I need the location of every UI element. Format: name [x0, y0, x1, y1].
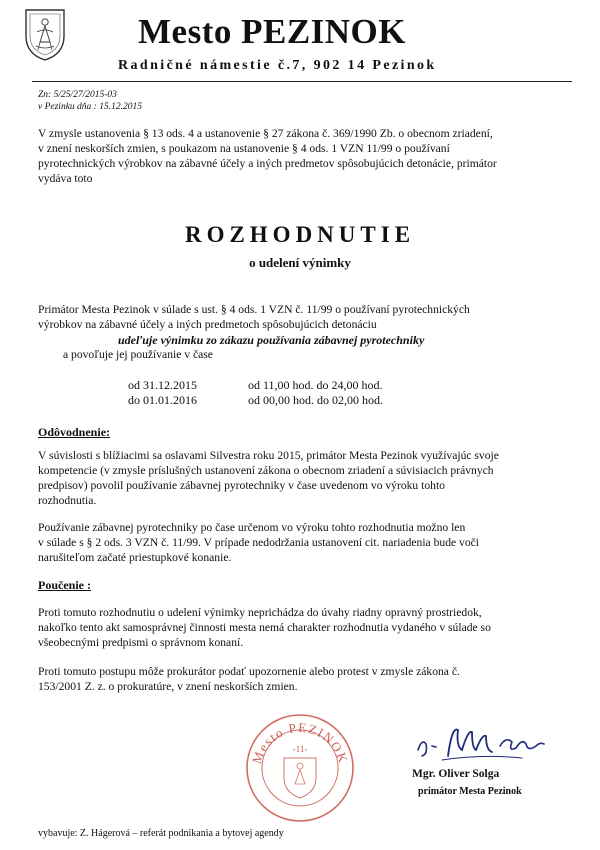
time-date: od 31.12.2015 — [128, 378, 197, 392]
intro-paragraph — [38, 126, 558, 186]
signer-name: Mgr. Oliver Solga — [412, 768, 500, 780]
justification-line: rozhodnutia. — [38, 494, 97, 507]
justification-paragraph — [38, 448, 558, 508]
letterhead-address: Radničné námestie č.7, 902 14 Pezinok — [118, 58, 437, 73]
signer-role: primátor Mesta Pezinok — [418, 786, 522, 797]
grant-tail: a povoľuje jej používanie v čase — [63, 348, 213, 361]
intro-line: pyrotechnických výrobkov na zábavné účely a iných predmetov spôsobujúcich detonácie, primátor — [38, 157, 497, 170]
justification-paragraph — [38, 520, 558, 565]
intro-line: vydáva toto — [38, 172, 93, 185]
instruction-line: všeobecnými predpismi o správnom konaní. — [38, 636, 244, 649]
grant-line: Primátor Mesta Pezinok v súlade s ust. § 4 ods. 1 VZN č. 11/99 o používaní pyrotechnických — [38, 303, 470, 316]
time-hours: od 00,00 hod. do 02,00 hod. — [248, 393, 383, 407]
justification-line: Používanie zábavnej pyrotechniky po čase určenom vo výroku tohto rozhodnutia možno len — [38, 521, 466, 534]
grant-statement: udeľuje výnimku zo zákazu používania zábavnej pyrotechniky — [118, 333, 425, 347]
justification-line: V súvislosti s blížiacimi sa oslavami Silvestra roku 2015, primátor Mesta Pezinok využívajúc svoje — [38, 449, 499, 462]
handwritten-signature — [412, 720, 552, 768]
instruction-line: Proti tomuto rozhodnutiu o udelení výnimky neprichádza do úvahy riadny opravný prostriedok, — [38, 606, 482, 619]
stamp-number: -11- — [292, 744, 308, 754]
instruction-label: Poučenie : — [38, 578, 91, 592]
justification-line: predpisov) povolil používanie zábavnej pyrotechniky v čase uvedenom vo výroku tohto — [38, 479, 445, 492]
grant-line: výrobkov na zábavné účely a iných predmetoch spôsobujúcich detonáciu — [38, 318, 377, 331]
city-coat-of-arms-icon — [22, 6, 68, 62]
instruction-paragraph — [38, 664, 558, 694]
grant-paragraph — [38, 302, 558, 332]
official-stamp — [244, 712, 356, 824]
justification-label: Odôvodnenie: — [38, 425, 111, 439]
instruction-line: nakoľko tento akt samosprávnej činnosti mesta nemá charakter rozhodnutia vydaného v súlade so — [38, 621, 491, 634]
stamp-text: Mesto PEZINOK — [248, 719, 352, 766]
instruction-line: Proti tomuto postupu môže prokurátor podať upozornenie alebo protest v zmysle zákona č. — [38, 665, 460, 678]
justification-line: v súlade s § 2 ods. 3 VZN č. 11/99. V prípade nedodržania ustanovení cit. nariadenia bude voči — [38, 536, 479, 549]
instruction-paragraph — [38, 605, 558, 650]
footer-contact: vybavuje: Z. Hágerová – referát podnikania a bytovej agendy — [38, 828, 284, 839]
decision-heading: ROZHODNUTIE — [184, 222, 416, 247]
justification-line: kompetencie (v zmysle príslušných ustanovení zákona o obecnom zriadení a súvisiacich právnych — [38, 464, 494, 477]
time-date: do 01.01.2016 — [128, 393, 197, 407]
decision-subheading: o udelení výnimky — [249, 255, 351, 270]
intro-line: v znení neskorších zmien, s poukazom na ustanovenie § 4 ods. 1 VZN 11/99 o používaní — [38, 142, 450, 155]
instruction-line: 153/2001 Z. z. o prokuratúre, v znení neskorších zmien. — [38, 680, 298, 693]
justification-line: narušiteľom začaté priestupkové konanie. — [38, 551, 232, 564]
letterhead-title: Mesto PEZINOK — [138, 12, 407, 51]
issue-date: v Pezinku dňa : 15.12.2015 — [38, 102, 142, 112]
time-hours: od 11,00 hod. do 24,00 hod. — [248, 378, 383, 392]
reference-number: Zn: 5/25/27/2015-03 — [38, 90, 117, 100]
header-divider — [32, 81, 572, 82]
intro-line: V zmysle ustanovenia § 13 ods. 4 a ustanovenie § 27 zákona č. 369/1990 Zb. o obecnom zriadení, — [38, 127, 493, 140]
